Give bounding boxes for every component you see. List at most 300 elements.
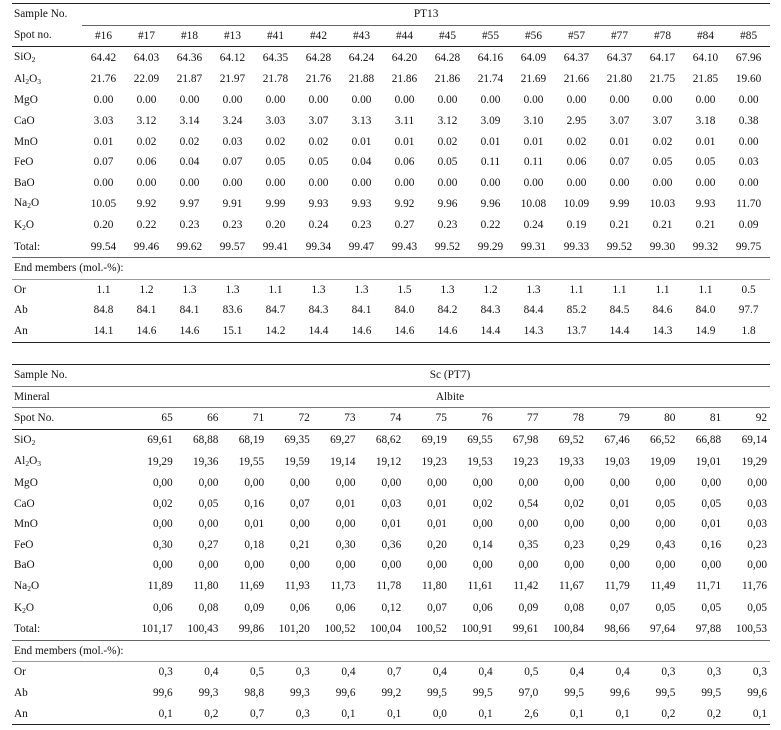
value-cell: 0.06	[394, 156, 415, 169]
value-cell: 0,43	[655, 538, 676, 551]
spot-header: #84	[684, 25, 727, 47]
value-cell: 66,88	[695, 434, 722, 447]
value-cell: 0,00	[747, 559, 767, 572]
value-cell: 0,23	[747, 538, 767, 551]
value-cell: 21.74	[477, 73, 504, 86]
end-member-label: An	[12, 321, 82, 342]
value-cell: 0,00	[427, 476, 447, 489]
value-cell: 0,5	[250, 666, 265, 679]
value-cell: 13.7	[555, 321, 598, 342]
value-cell: 1.5	[397, 283, 412, 296]
value-cell: 14.3	[641, 321, 684, 342]
spot-header: #85	[727, 25, 770, 47]
value-cell: 0.02	[437, 135, 458, 148]
value-cell: 15.1	[211, 321, 254, 342]
formula-subscript: 3	[37, 459, 41, 469]
value-cell: 0,16	[244, 497, 265, 510]
value-cell: 0,18	[244, 538, 265, 551]
oxide-label	[12, 193, 82, 215]
value-cell: 2,6	[496, 704, 542, 725]
value-cell: 0,03	[381, 497, 402, 510]
value-cell: 0,1	[724, 704, 770, 725]
value-cell: 0,02	[564, 497, 585, 510]
value-cell: 84.3	[480, 304, 501, 317]
value-cell: 0,00	[472, 559, 493, 572]
formula-suffix: O	[29, 72, 38, 85]
value-cell: 0,06	[472, 602, 493, 615]
value-cell: 0,09	[244, 602, 265, 615]
value-cell: 9.93	[308, 197, 329, 210]
value-cell: 64.16	[477, 51, 504, 64]
value-cell: 0,05	[701, 602, 722, 615]
value-cell: 68,62	[375, 434, 402, 447]
formula-base: MnO	[14, 518, 38, 531]
value-cell: 0,00	[335, 559, 356, 572]
end-member-label: Ab	[14, 686, 28, 699]
end-members-label: End members (mol.-%):	[12, 258, 770, 280]
value-cell: 0.27	[394, 219, 415, 232]
value-cell: 99,5	[701, 686, 722, 699]
value-cell: 3.03	[265, 114, 286, 127]
formula-subscript: 2	[25, 76, 30, 86]
value-cell: 84.0	[394, 304, 415, 317]
value-cell: 10.08	[520, 197, 547, 210]
formula-base: MgO	[14, 476, 38, 489]
value-cell: 0.00	[566, 176, 587, 189]
value-cell: 1.3	[225, 283, 240, 296]
value-cell: 0,4	[615, 666, 630, 679]
oxide-label	[12, 69, 82, 91]
value-cell: 0,7	[387, 666, 402, 679]
oxide-label	[12, 598, 130, 620]
value-cell: 0.00	[652, 176, 673, 189]
value-cell: 64.37	[606, 51, 633, 64]
value-cell: 11,61	[467, 580, 493, 593]
spot-header: 72	[267, 408, 313, 430]
value-cell: 0,00	[198, 518, 219, 531]
value-cell: 0,27	[198, 538, 219, 551]
spot-header: #57	[555, 25, 598, 47]
value-cell: 64.28	[434, 51, 461, 64]
total-row	[12, 237, 770, 258]
value-cell: 0,03	[747, 518, 767, 531]
end-members-row	[12, 640, 770, 662]
table-row	[12, 473, 770, 494]
value-cell: 64.28	[305, 51, 332, 64]
formula-base: MnO	[14, 135, 38, 148]
value-cell: 0,3	[158, 666, 173, 679]
value-cell: 11,71	[696, 580, 722, 593]
value-cell: 0,02	[152, 497, 173, 510]
value-cell: 69,14	[741, 434, 767, 447]
value-cell: 0,05	[198, 497, 219, 510]
value-cell: 21.87	[176, 73, 203, 86]
oxide-label	[12, 451, 130, 473]
value-cell: 99,86	[221, 619, 267, 640]
value-cell: 0,4	[569, 666, 585, 679]
value-cell: 67,98	[512, 434, 539, 447]
value-cell: 0.00	[136, 94, 157, 107]
value-cell: 0,01	[335, 497, 356, 510]
value-cell: 11,76	[742, 580, 767, 593]
spot-header: #44	[383, 25, 426, 47]
value-cell: 85.2	[566, 304, 587, 317]
oxide-label	[12, 514, 130, 535]
value-cell: 19,01	[695, 455, 722, 468]
value-cell: 3.07	[609, 114, 630, 127]
spot-header: 71	[221, 408, 267, 430]
value-cell: 0,00	[152, 476, 173, 489]
value-cell: 0.23	[351, 219, 372, 232]
value-cell: 1.1	[96, 283, 111, 296]
value-cell: 100,91	[450, 619, 496, 640]
value-cell: 19,29	[147, 455, 173, 468]
value-cell: 0,03	[747, 497, 767, 510]
value-cell: 1.1	[612, 283, 627, 296]
oxide-label	[12, 132, 82, 153]
value-cell: 0,00	[244, 476, 265, 489]
value-cell: 0,00	[564, 476, 585, 489]
end-member-label: Or	[14, 283, 26, 296]
value-cell: 0,3	[295, 666, 310, 679]
value-cell: 21.66	[563, 73, 590, 86]
end-member-row	[12, 683, 770, 704]
value-cell: 19.60	[735, 73, 762, 86]
value-cell: 1.3	[440, 283, 455, 296]
oxide-label	[12, 555, 130, 576]
value-cell: 9.99	[265, 197, 286, 210]
value-cell: 99,6	[747, 686, 767, 699]
value-cell: 0.05	[265, 156, 286, 169]
value-cell: 0,00	[564, 559, 585, 572]
value-cell: 1.2	[483, 283, 498, 296]
value-cell: 0,07	[609, 602, 630, 615]
total-label: Total:	[12, 619, 130, 640]
value-cell: 64.37	[563, 51, 590, 64]
value-cell: 99,6	[335, 686, 356, 699]
end-member-row	[12, 300, 770, 321]
value-cell: 0,00	[609, 518, 630, 531]
spot-header: 73	[313, 408, 359, 430]
value-cell: 0,05	[655, 497, 676, 510]
value-cell: 99.41	[254, 237, 297, 258]
value-cell: 0.02	[265, 135, 286, 148]
value-cell: 99,6	[152, 686, 173, 699]
value-cell: 21.76	[305, 73, 332, 86]
spot-header: 78	[541, 408, 587, 430]
value-cell: 97,0	[518, 686, 539, 699]
value-cell: 9.92	[394, 197, 415, 210]
value-cell: 11,49	[650, 580, 676, 593]
end-member-row	[12, 704, 770, 725]
value-cell: 0.00	[566, 94, 587, 107]
value-cell: 11,69	[239, 580, 265, 593]
table-row	[12, 215, 770, 237]
value-cell: 0.07	[93, 156, 114, 169]
value-cell: 0,5	[524, 666, 539, 679]
value-cell: 0.00	[93, 176, 114, 189]
spot-header: 76	[450, 408, 496, 430]
value-cell: 0.24	[523, 219, 544, 232]
spot-header-row	[12, 25, 770, 47]
value-cell: 0,08	[198, 602, 219, 615]
value-cell: 64.10	[692, 51, 719, 64]
table-row	[12, 193, 770, 215]
value-cell: 0.00	[308, 94, 329, 107]
value-cell: 0.03	[222, 135, 243, 148]
value-cell: 0.00	[222, 94, 243, 107]
value-cell: 84.2	[437, 304, 458, 317]
value-cell: 84.1	[136, 304, 157, 317]
value-cell: 0.00	[480, 176, 501, 189]
value-cell: 0,14	[472, 538, 493, 551]
value-cell: 10.05	[90, 197, 117, 210]
value-cell: 0,3	[661, 666, 676, 679]
value-cell: 0,4	[341, 666, 356, 679]
value-cell: 14.4	[297, 321, 340, 342]
spot-header: #16	[82, 25, 125, 47]
value-cell: 0.22	[136, 219, 157, 232]
table-sc-pt7	[12, 364, 770, 725]
value-cell: 19,14	[330, 455, 356, 468]
value-cell: 14.4	[469, 321, 512, 342]
value-cell: 3.07	[308, 114, 329, 127]
value-cell: 0,00	[198, 476, 219, 489]
formula-base: CaO	[14, 114, 35, 127]
sample-header-row	[12, 4, 770, 26]
value-cell: 3.13	[351, 114, 372, 127]
formula-base: Al	[14, 455, 26, 468]
value-cell: 64.09	[520, 51, 547, 64]
value-cell: 0.06	[136, 156, 157, 169]
value-cell: 0,00	[381, 476, 402, 489]
spot-header: #41	[254, 25, 297, 47]
value-cell: 11,80	[421, 580, 447, 593]
value-cell: 0,2	[633, 704, 679, 725]
value-cell: 1.2	[139, 283, 154, 296]
value-cell: 9.93	[695, 197, 716, 210]
spot-header: #18	[168, 25, 211, 47]
value-cell: 0.22	[480, 219, 501, 232]
table-row	[12, 132, 770, 153]
mineral-header-row-label: Mineral	[12, 386, 130, 408]
value-cell: 99.43	[383, 237, 426, 258]
value-cell: 21.86	[391, 73, 418, 86]
value-cell: 0.00	[394, 176, 415, 189]
value-cell: 14.6	[125, 321, 168, 342]
oxide-label	[12, 494, 130, 515]
value-cell: 0.01	[695, 135, 716, 148]
value-cell: 19,53	[467, 455, 493, 468]
value-cell: 3.18	[695, 114, 716, 127]
value-cell: 0.00	[609, 94, 630, 107]
value-cell: 0,07	[290, 497, 310, 510]
value-cell: 0.02	[566, 135, 587, 148]
value-cell: 0,1	[130, 704, 176, 725]
value-cell: 10.03	[649, 197, 676, 210]
value-cell: 1.8	[727, 321, 770, 342]
end-member-label: Ab	[14, 304, 28, 317]
value-cell: 21.86	[434, 73, 461, 86]
value-cell: 0.00	[308, 176, 329, 189]
formula-base: Na	[14, 197, 28, 210]
value-cell: 0,00	[244, 559, 265, 572]
value-cell: 3.14	[179, 114, 200, 127]
sample-group-header: PT13	[82, 4, 770, 26]
value-cell: 0,0	[404, 704, 450, 725]
value-cell: 99.34	[297, 237, 340, 258]
value-cell: 0,00	[564, 518, 585, 531]
value-cell: 84.0	[695, 304, 716, 317]
value-cell: 9.96	[480, 197, 501, 210]
value-cell: 0.21	[652, 219, 673, 232]
value-cell: 0.07	[609, 156, 630, 169]
value-cell: 21.88	[348, 73, 375, 86]
value-cell: 0,00	[152, 518, 173, 531]
mineral-header-row	[12, 386, 770, 408]
value-cell: 0,02	[472, 497, 493, 510]
spot-header: #13	[211, 25, 254, 47]
value-cell: 69,55	[467, 434, 493, 447]
value-cell: 0.00	[523, 94, 544, 107]
value-cell: 64.03	[133, 51, 160, 64]
value-cell: 97.7	[738, 304, 759, 317]
value-cell: 19,33	[558, 455, 585, 468]
value-cell: 0,00	[152, 559, 173, 572]
table-row	[12, 535, 770, 556]
value-cell: 1.1	[655, 283, 670, 296]
value-cell: 0,00	[518, 476, 539, 489]
formula-suffix: O	[25, 601, 35, 614]
value-cell: 2.95	[566, 114, 587, 127]
value-cell: 19,55	[238, 455, 265, 468]
table-row	[12, 69, 770, 91]
value-cell: 0.11	[523, 156, 544, 169]
value-cell: 99,5	[472, 686, 493, 699]
formula-subscript: 2	[27, 201, 31, 211]
value-cell: 0,09	[518, 602, 539, 615]
value-cell: 19,23	[512, 455, 539, 468]
value-cell: 1.3	[182, 283, 197, 296]
value-cell: 19,12	[375, 455, 402, 468]
table-row	[12, 451, 770, 473]
value-cell: 97,88	[678, 619, 724, 640]
spot-label: Spot no.	[12, 25, 82, 47]
value-cell: 99.54	[82, 237, 125, 258]
value-cell: 64.42	[90, 51, 117, 64]
value-cell: 0.09	[738, 219, 759, 232]
value-cell: 0.01	[93, 135, 114, 148]
oxide-label	[12, 47, 82, 69]
value-cell: 0,2	[678, 704, 724, 725]
spot-header: 79	[587, 408, 633, 430]
value-cell: 0.5	[741, 283, 756, 296]
value-cell: 84.1	[351, 304, 372, 317]
formula-subscript: 2	[22, 222, 26, 232]
value-cell: 21.85	[692, 73, 719, 86]
value-cell: 101,20	[267, 619, 313, 640]
value-cell: 11,89	[147, 580, 173, 593]
value-cell: 21.80	[606, 73, 633, 86]
end-members-row	[12, 258, 770, 280]
value-cell: 0.02	[136, 135, 157, 148]
value-cell: 69,19	[421, 434, 447, 447]
value-cell: 0,00	[655, 518, 676, 531]
value-cell: 0.07	[222, 156, 243, 169]
value-cell: 97,64	[633, 619, 679, 640]
value-cell: 0.00	[93, 94, 114, 107]
formula-base: Na	[14, 579, 28, 592]
value-cell: 68,88	[193, 434, 219, 447]
value-cell: 0.20	[93, 219, 114, 232]
value-cell: 0,00	[518, 559, 539, 572]
value-cell: 69,27	[330, 434, 356, 447]
sample-header-row-value: Sc (PT7)	[130, 365, 770, 387]
formula-suffix: O	[30, 579, 40, 592]
value-cell: 11,79	[604, 580, 630, 593]
value-cell: 0.00	[179, 94, 200, 107]
spot-header: #43	[340, 25, 383, 47]
value-cell: 0.01	[523, 135, 544, 148]
spot-header: #77	[598, 25, 641, 47]
value-cell: 98,66	[587, 619, 633, 640]
value-cell: 3.07	[652, 114, 673, 127]
value-cell: 0,30	[152, 538, 173, 551]
oxide-label	[12, 215, 82, 237]
value-cell: 0.01	[480, 135, 501, 148]
table-pt13	[12, 3, 770, 343]
spot-header: 81	[678, 408, 724, 430]
value-cell: 0.23	[222, 219, 243, 232]
value-cell: 0,00	[747, 476, 767, 489]
formula-subscript: 2	[27, 583, 31, 593]
oxide-label	[12, 429, 130, 451]
value-cell: 21.76	[90, 73, 117, 86]
value-cell: 1.3	[354, 283, 369, 296]
spot-header: 74	[359, 408, 405, 430]
table-row	[12, 555, 770, 576]
value-cell: 0,01	[609, 497, 630, 510]
value-cell: 99.62	[168, 237, 211, 258]
value-cell: 0,00	[472, 518, 493, 531]
value-cell: 68,19	[238, 434, 265, 447]
value-cell: 0,01	[381, 518, 402, 531]
value-cell: 0,00	[701, 476, 722, 489]
value-cell: 9.93	[351, 197, 372, 210]
value-cell: 0,00	[655, 559, 676, 572]
value-cell: 69,61	[147, 434, 173, 447]
value-cell: 0.21	[695, 219, 716, 232]
value-cell: 1.3	[526, 283, 541, 296]
value-cell: 22.09	[133, 73, 160, 86]
value-cell: 21.97	[219, 73, 246, 86]
value-cell: 69,35	[284, 434, 310, 447]
value-cell: 0,00	[518, 518, 539, 531]
value-cell: 0,1	[313, 704, 359, 725]
value-cell: 99,3	[198, 686, 219, 699]
table-row	[12, 152, 770, 173]
value-cell: 19,59	[284, 455, 310, 468]
spot-label: Spot No.	[12, 408, 130, 430]
value-cell: 99,5	[427, 686, 447, 699]
value-cell: 14.3	[512, 321, 555, 342]
value-cell: 0,00	[655, 476, 676, 489]
value-cell: 0.00	[351, 176, 372, 189]
value-cell: 99,5	[564, 686, 585, 699]
value-cell: 84.6	[652, 304, 673, 317]
value-cell: 69,52	[558, 434, 585, 447]
formula-base: SiO	[14, 51, 32, 64]
